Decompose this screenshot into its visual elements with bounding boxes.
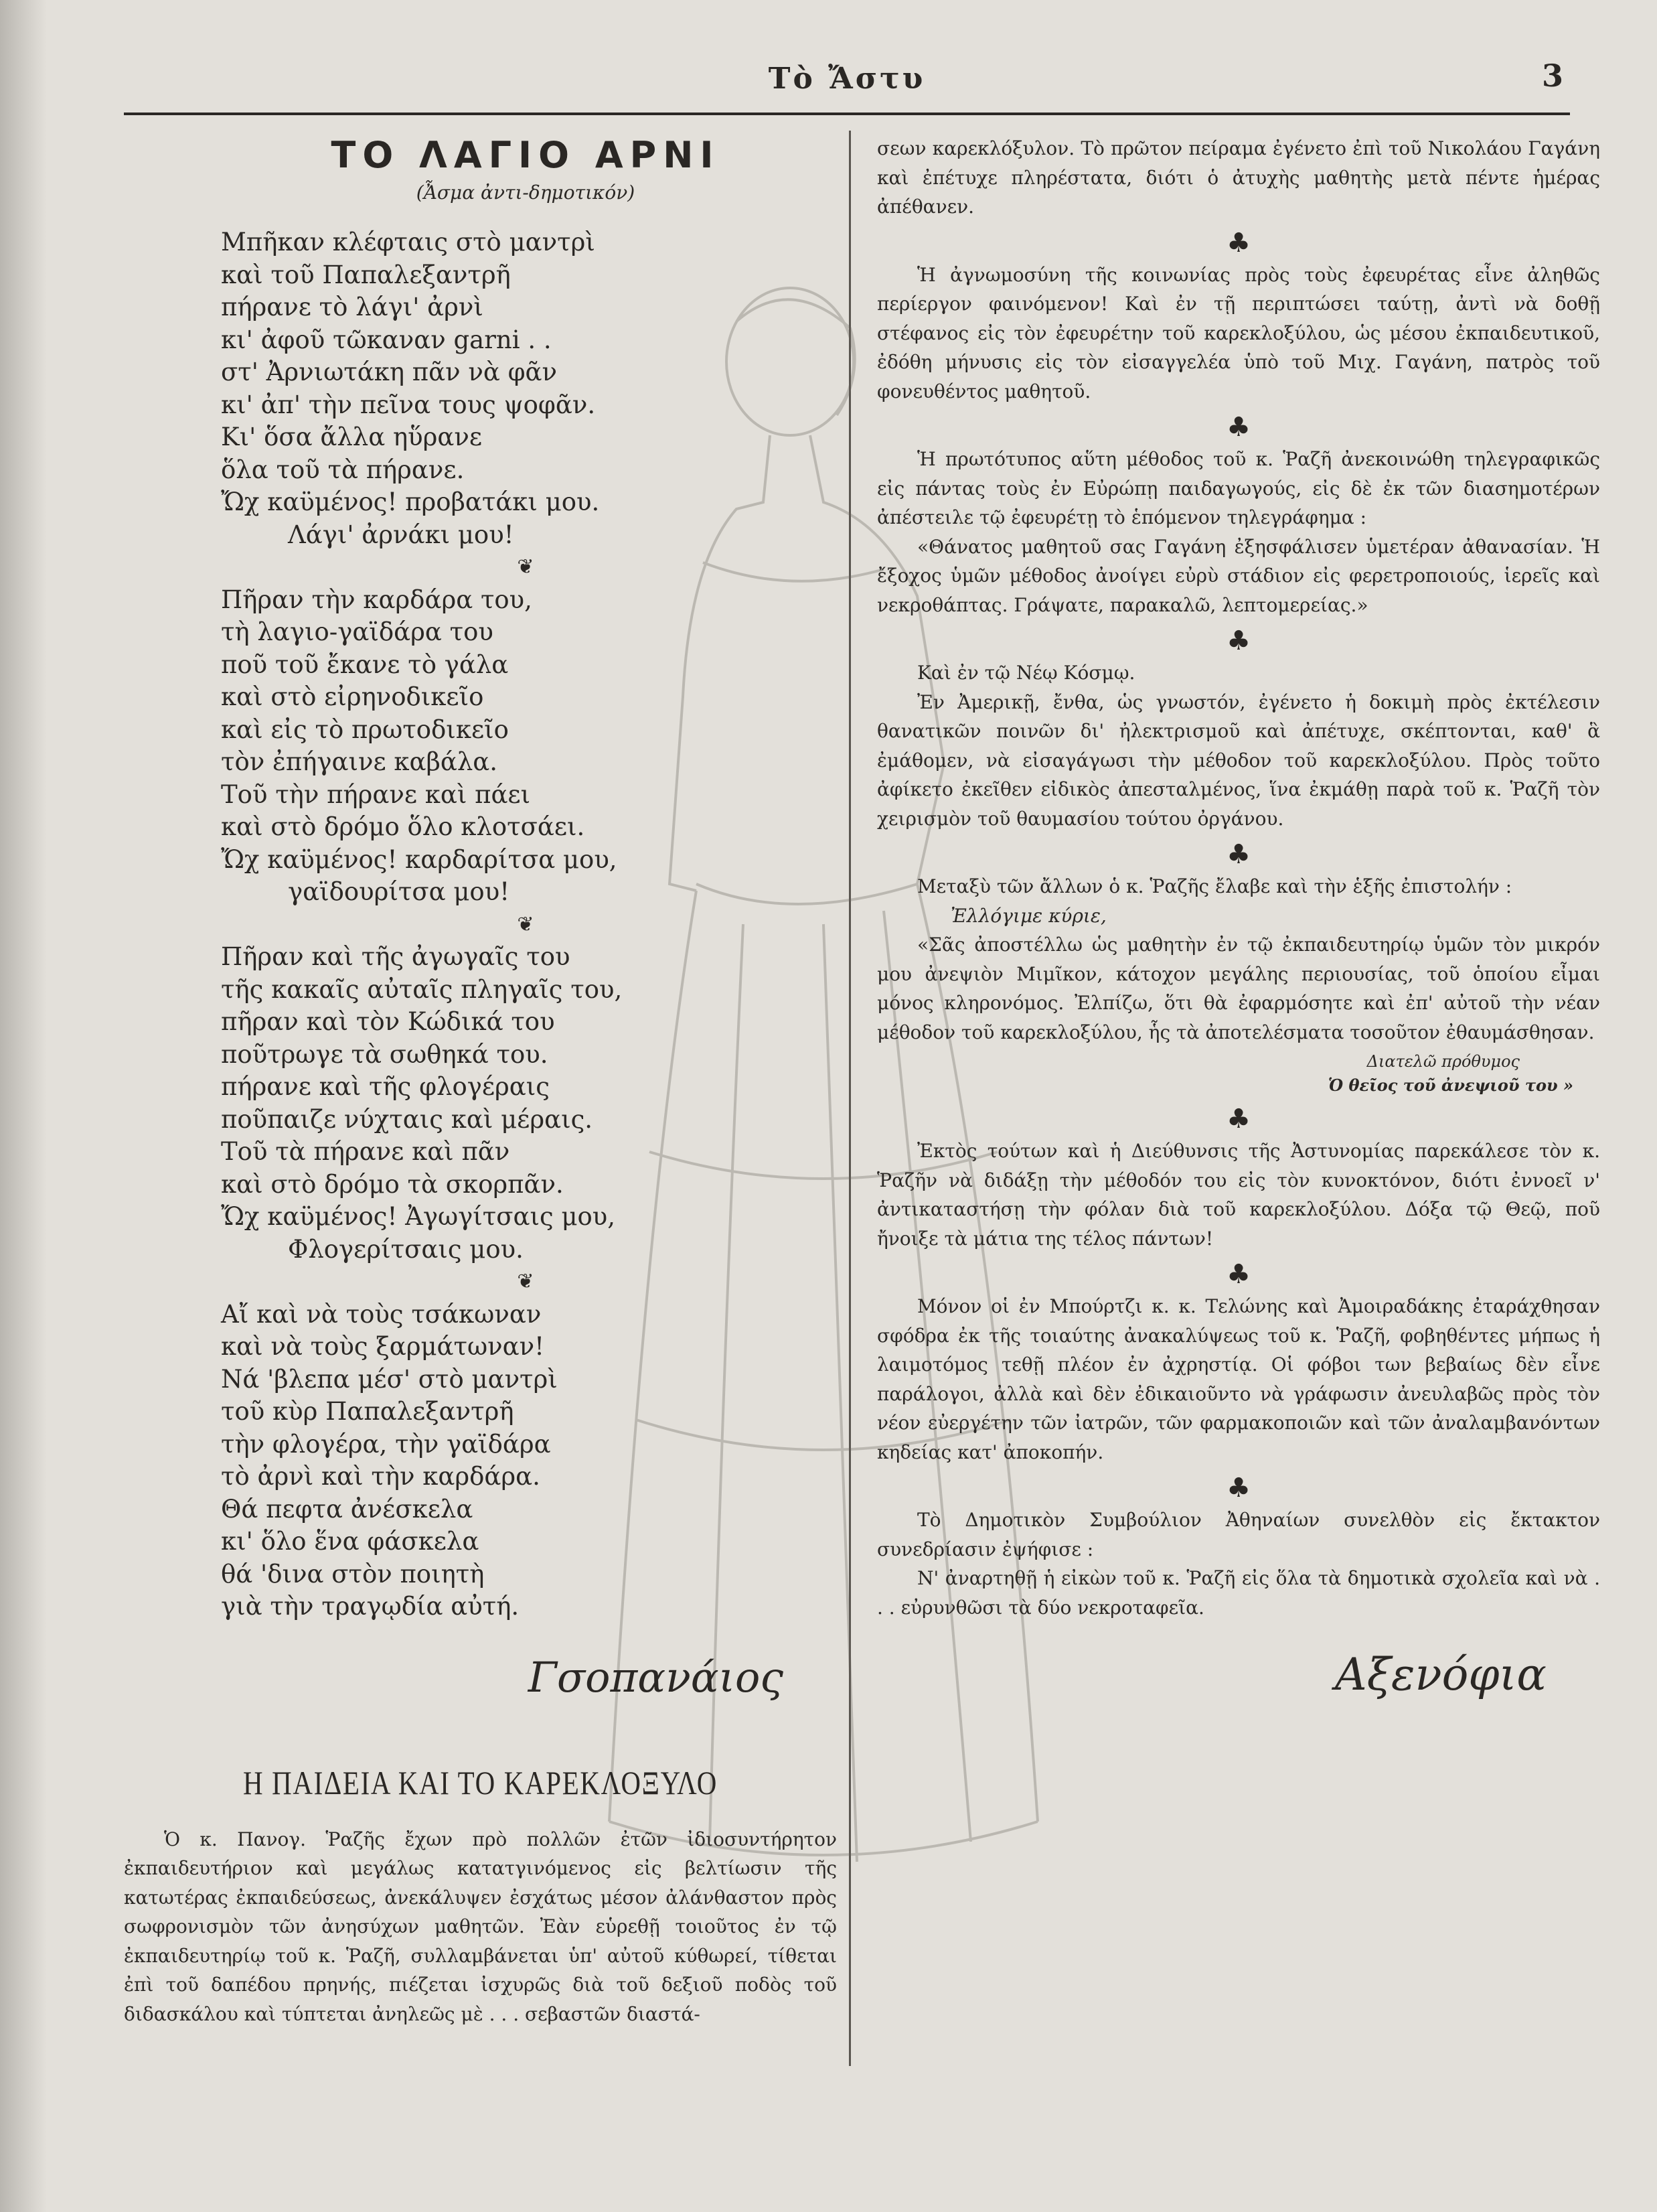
verse-line: Πῆραν καὶ τῆς ἀγωγαῖς του: [221, 942, 570, 971]
verse-line: τὸ ἀρνὶ καὶ τὴν καρδάρα.: [221, 1462, 540, 1491]
verse-line: Ὤχ καϋμένος! καρδαρίτσα μου,: [221, 844, 617, 874]
club-ornament: ♣: [1227, 412, 1251, 443]
verse-line: τοῦ κὺρ Παπαλεξαντρῆ: [221, 1397, 514, 1426]
verse-line: τὴν φλογέρα, τὴν γαϊδάρα: [221, 1429, 551, 1459]
right-column: [877, 134, 1600, 1700]
header-rule: [124, 113, 1570, 115]
stanza: [221, 226, 830, 551]
verse-line: Πῆραν τὴν καρδάρα του,: [221, 585, 532, 614]
verse-line: ποῦπαιζε νύχταις καὶ μέραις.: [221, 1104, 593, 1134]
article-title: Η ΠΑΙΔΕΙΑ ΚΑΙ ΤΟ ΚΑΡΕΚΛΟΞΥΛΟ: [242, 1763, 718, 1801]
verse-line: Τοῦ τὰ πήρανε καὶ πᾶν: [221, 1137, 510, 1166]
article-paragraph: Καὶ ἐν τῷ Νέῳ Κόσμῳ.: [917, 662, 1135, 684]
article-paragraph: Ἡ πρωτότυπος αὕτη μέθοδος τοῦ κ. Ῥαζῆ ἀνεκοινώθη τηλεγραφικῶς εἰς πάντας τοὺς ἐν Εὐρώπῃ παιδαγωγούς, εἰς δὲ ἐκ τῶν διασημοτέρων ἀπέστειλε τῷ ἐφευρέτῃ τὸ ἑπόμενον τηλεγράφημα :: [877, 448, 1600, 528]
verse-line: καὶ στὸ εἰρηνοδικεῖο: [221, 682, 484, 711]
left-column: [124, 134, 837, 2029]
stanza-ornament: ❦: [517, 555, 534, 579]
verse-line: Μπῆκαν κλέφταις στὸ μαντρὶ: [221, 228, 595, 256]
verse-line: καὶ στὸ δρόμο τὰ σκορπᾶν.: [221, 1169, 564, 1199]
verse-line: πήρανε τὸ λάγι' ἀρνὶ: [221, 293, 483, 321]
verse-line: καὶ στὸ δρόμο ὅλο κλοτσάει.: [221, 812, 585, 841]
article-paragraph: σεων καρεκλόξυλον. Τὸ πρῶτον πείραμα ἐγένετο ἐπὶ τοῦ Νικολάου Γαγάνη καὶ ἐπέτυχε πληρέστατα, διότι ὁ ἀτυχὴς μαθητὴς μετὰ πέντε ἡμέρας ἀπέθανεν.: [877, 137, 1600, 218]
verse-line: Κι' ὅσα ἄλλα ηὕρανε: [221, 423, 483, 451]
article-start: [124, 1763, 837, 2029]
poem-title: ΤΟ ΛΑΓΙΟ ΑΡΝΙ: [331, 134, 720, 176]
verse-line: τὴ λαγιο-γαϊδάρα του: [221, 617, 493, 646]
article-paragraph: Τὸ Δημοτικὸν Συμβούλιον Ἀθηναίων συνελθὸν εἰς ἔκτακτον συνεδρίασιν ἐψήφισε :: [877, 1509, 1600, 1560]
verse-line: πῆραν καὶ τὸν Κώδικά του: [221, 1007, 555, 1036]
article-paragraph: Ἐν Ἀμερικῇ, ἔνθα, ὡς γνωστόν, ἐγένετο ἡ δοκιμὴ πρὸς ἐκτέλεσιν θανατικῶν ποινῶν δι' ἠλεκτρισμοῦ καὶ ἀπέτυχε, σκέπτονται, καθ' ἃ ἐμάθομεν, νὰ εἰσαγάγωσι τὴν μέθοδον τοῦ καρεκλοξύλου. Πρὸς τοῦτο ἀφίκετο ἐκεῖθεν εἰδικὸς ἀπεσταλμένος, ἵνα ἐκμάθῃ παρὰ τοῦ κ. Ῥαζῆ τὸν χειρισμὸν τοῦ θαυμασίου τούτου ὀργάνου.: [877, 690, 1600, 830]
article-signature: Αξενόφια: [1335, 1649, 1547, 1700]
stanza: [221, 941, 830, 1266]
article-paragraph: «Θάνατος μαθητοῦ σας Γαγάνη ἐξησφάλισεν ὑμετέραν ἀθανασίαν. Ἡ ἔξοχος ὑμῶν μέθοδος ἀνοίγει εὐρὺ στάδιον εἰς φερετροποιούς, ἱερεῖς καὶ νεκροθάπτας. Γράψατε, παρακαλῶ, λεπτομερείας.»: [877, 535, 1600, 616]
club-ornament: ♣: [1227, 839, 1251, 870]
verse-line: κι' ὅλο ἕνα φάσκελα: [221, 1527, 479, 1556]
verse-line: Φλογερίτσαις μου.: [288, 1234, 524, 1264]
verse-line: τῆς κακαῖς αὐταῖς πληγαῖς του,: [221, 974, 623, 1004]
article-paragraph: Μόνον οἱ ἐν Μπούρτζι κ. κ. Τελώνης καὶ Ἀμοιραδάκης ἐταράχθησαν σφόδρα ἐκ τῆς τοιαύτης ἀνακαλύψεως τοῦ κ. Ῥαζῆ, φοβηθέντες μήπως ἡ λαιμοτόμος τεθῇ πλέον ἐν ἀχρηστίᾳ. Οἱ φόβοι των βεβαίως δὲν εἶνε παράλογοι, ἀλλὰ καὶ δὲν ἐδικαιοῦντο νὰ γράφωσιν ἀνευλαβῶς πρὸς τὸν νέον εὐεργέτην τῶν ἰατρῶν, τῶν φαρμακοποιῶν καὶ τῶν ἀναλαμβανόντων κηδείας κατ' ἀποκοπήν.: [877, 1295, 1600, 1463]
verse-line: ποῦ τοῦ ἔκανε τὸ γάλα: [221, 650, 509, 679]
binding-shadow: [0, 0, 47, 2212]
verse-line: καὶ νὰ τοὺς ξαρμάτωναν!: [221, 1332, 544, 1361]
club-ornament: ♣: [1227, 1259, 1251, 1290]
verse-line: ὅλα τοῦ τὰ πήρανε.: [221, 455, 465, 484]
stanza-ornament: ❦: [517, 1270, 534, 1293]
verse-line: πήρανε καὶ τῆς φλογέραις: [221, 1072, 550, 1101]
page-header: [124, 54, 1570, 114]
verse-line: καὶ τοῦ Παπαλεξαντρῆ: [221, 260, 511, 289]
verse-line: καὶ εἰς τὸ πρωτοδικεῖο: [221, 715, 509, 744]
verse-line: Αἴ καὶ νὰ τοὺς τσάκωναν: [221, 1299, 542, 1329]
article-paragraph-1: Ὁ κ. Πανογ. Ῥαζῆς ἔχων πρὸ πολλῶν ἐτῶν ἰδιοσυντήρητον ἐκπαιδευτήριον καὶ μεγάλως κατατγινόμενος εἰς βελτίωσιν τῆς κατωτέρας ἐκπαιδεύσεως, ἀνεκάλυψεν ἐσχάτως μέσον ἀλάνθαστον πρὸς σωφρονισμὸν τῶν ἀνησύχων μαθητῶν. Ἐὰν εὑρεθῇ τοιοῦτος ἐν τῷ ἐκπαιδευτηρίῳ τοῦ κ. Ῥαζῆ, συλλαμβάνεται ὑπ' αὐτοῦ κύθωρεί, τίθεται ἐπὶ τοῦ δαπέδου πρηνής, πιέζεται ἰσχυρῶς διὰ τοῦ δεξιοῦ ποδὸς τοῦ διδασκάλου καὶ τύπτεται ἀνηλεῶς μὲ . . . σεβαστῶν διαστά-: [124, 1828, 837, 2025]
verse-line: Ὤχ καϋμένος! Ἀγωγίτσαις μου,: [221, 1202, 616, 1231]
verse-line: Λάγι' ἀρνάκι μου!: [288, 520, 514, 549]
article-paragraph: Μεταξὺ τῶν ἄλλων ὁ κ. Ῥαζῆς ἔλαβε καὶ τὴν ἑξῆς ἐπιστολήν :: [917, 875, 1512, 897]
verse-line: Τοῦ τὴν πήρανε καὶ πάει: [221, 780, 531, 809]
club-ornament: ♣: [1227, 1104, 1251, 1134]
article-paragraph: Ἐκτὸς τούτων καὶ ἡ Διεύθυνσις τῆς Ἀστυνομίας παρεκάλεσε τὸν κ. Ῥαζῆν νὰ διδάξῃ τὴν μέθοδόν του εἰς τὸν κυνοκτόνον, διότι ἐννοεῖ ν' ἀντικαταστήσῃ τὴν φόλαν διὰ τοῦ καρεκλοξύλου. Δόξα τῷ Θεῷ, ποῦ ἤνοιξε τὰ μάτια της τέλος πάντων!: [877, 1140, 1600, 1250]
poem-body: [221, 226, 830, 1623]
article-paragraph: Ν' ἀναρτηθῇ ἡ εἰκὼν τοῦ κ. Ῥαζῆ εἰς ὅλα τὰ δημοτικὰ σχολεῖα καὶ νὰ . . . εὐρυνθῶσι τὰ δύο νεκροταφεῖα.: [877, 1567, 1600, 1619]
verse-line: γιὰ τὴν τραγῳδία αὐτή.: [221, 1592, 520, 1621]
poem-signature: Γσοπανάιος: [528, 1652, 783, 1702]
running-title: Τὸ Ἄστυ: [768, 62, 926, 96]
verse-line: κι' ἀπ' τὴν πεῖνα τους ψοφᾶν.: [221, 390, 596, 419]
poem-subtitle: (Ἆσμα ἀντι-δημοτικόν): [416, 181, 635, 204]
verse-line: Ὤχ καϋμένος! προβατάκι μου.: [221, 488, 600, 516]
stanza: [221, 1299, 830, 1623]
club-ornament: ♣: [1227, 1473, 1251, 1503]
article-continuation: [877, 134, 1600, 1622]
article-paragraph: «Σᾶς ἀποστέλλω ὡς μαθητὴν ἐν τῷ ἐκπαιδευτηρίῳ ὑμῶν τὸν μικρόν μου ἀνεψιὸν Μιμῖκον, κάτοχον μεγάλης περιουσίας, τοῦ ὁποίου εἶμαι μόνος κληρονόμος. Ἐλπίζω, ὅτι θὰ ἐφαρμόσητε καὶ ἐπ' αὐτοῦ τὴν νέαν μέθοδον τοῦ καρεκλοξύλου, ἧς τὰ ἀποτελέσματα τοσοῦτον ἐθαυμάσθησαν.: [877, 934, 1600, 1043]
stanza-ornament: ❦: [517, 912, 534, 936]
verse-line: θά 'δινα στὸν ποιητὴ: [221, 1559, 485, 1589]
club-ornament: ♣: [1227, 227, 1251, 259]
letter-salutation: Ἐλλόγιμε κύριε,: [951, 904, 1107, 927]
stanza: [221, 584, 830, 909]
verse-line: γαϊδουρίτσα μου!: [288, 877, 510, 906]
article-paragraph: Ἡ ἀγνωμοσύνη τῆς κοινωνίας πρὸς τοὺς ἐφευρέτας εἶνε ἀληθῶς περίεργον φαινόμενον! Καὶ ἐν τῇ περιπτώσει ταύτῃ, ἀντὶ νὰ δοθῇ στέφανος εἰς τὸν ἐφευρέτην τοῦ καρεκλοξύλου, ὡς μέσου ἐκπαιδευτικοῦ, ἐδόθη μήνυσις εἰς τὸν εἰσαγγελέα ὑπὸ τοῦ Μιχ. Γαγάνη, πατρὸς τοῦ φονευθέντος μαθητοῦ.: [877, 263, 1600, 402]
letter-closing: Διατελῶ πρόθυμος: [1366, 1052, 1520, 1071]
verse-line: στ' Ἀρνιωτάκη πᾶν νὰ φᾶν: [221, 358, 557, 386]
page-number: 3: [1541, 58, 1563, 94]
verse-line: Θά πεφτα ἀνέσκελα: [221, 1494, 473, 1524]
club-ornament: ♣: [1227, 625, 1251, 656]
verse-line: κι' ἀφοῦ τῶκαναν garni . .: [221, 325, 552, 354]
verse-line: Νά 'βλεπα μέσ' στὸ μαντρὶ: [221, 1364, 558, 1394]
verse-line: ποῦτρωγε τὰ σωθηκά του.: [221, 1039, 548, 1069]
verse-line: τὸν ἐπήγαινε καβάλα.: [221, 747, 498, 776]
letter-sender: Ὁ θεῖος τοῦ ἀνεψιοῦ του »: [1328, 1076, 1573, 1095]
